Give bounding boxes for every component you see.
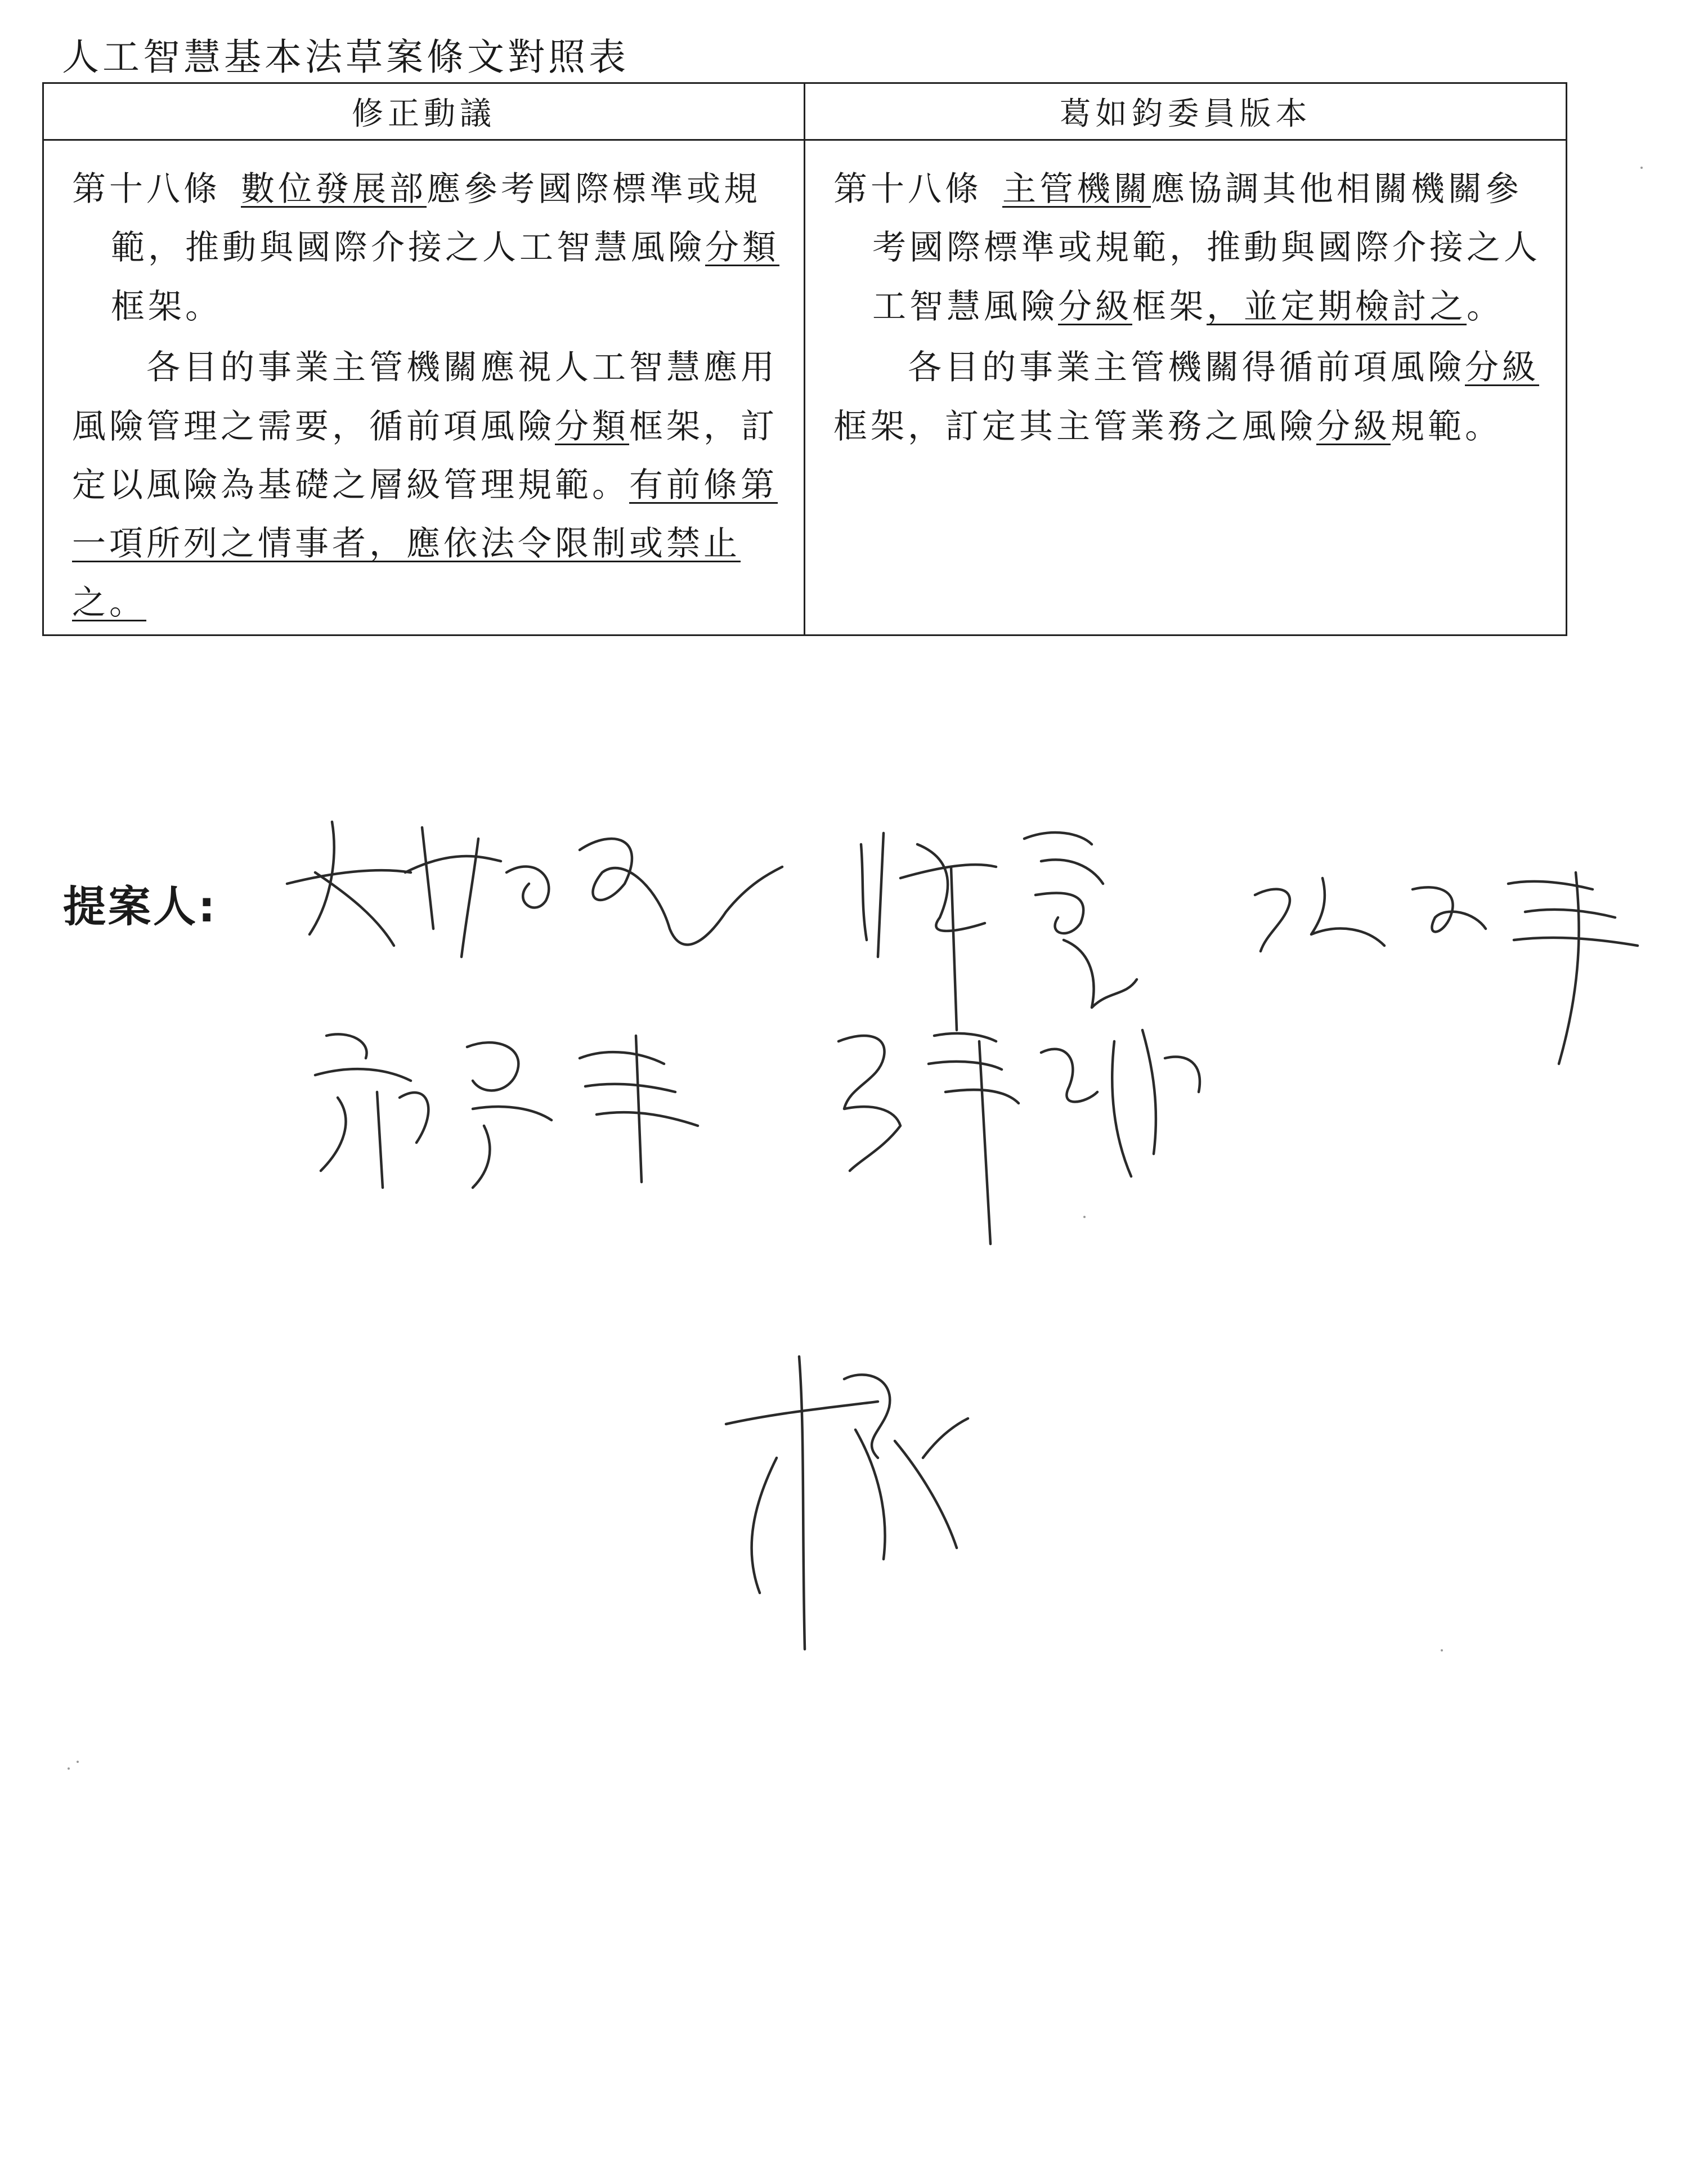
handwritten-signature (709, 1345, 968, 1660)
underlined-text: 分級 (1465, 348, 1539, 388)
article-paragraph-1 (833, 160, 1549, 336)
proposer-label: 提案人: (63, 881, 218, 932)
underlined-text: 數位發展部 (241, 169, 427, 209)
cell-amendment-motion (43, 140, 805, 635)
article-text: 各目的事業主管機關得循前項風險 (908, 348, 1465, 388)
underlined-text: 有前條第一項所列之情事者，應依法令限制或禁止之。 (72, 465, 778, 623)
handwritten-signature (816, 1008, 1210, 1244)
handwritten-signature (1244, 861, 1649, 1075)
underlined-text: 分類 (705, 228, 779, 268)
handwritten-signature (855, 811, 1171, 1036)
underlined-text: 主管機關 (1002, 169, 1151, 209)
article-text: 框架。 (111, 287, 222, 326)
article-number: 第十八條 (72, 169, 221, 209)
article-text: 應協調其他相關機關參考國際標準或規範，推動與國際介接之人工智慧風險 (872, 169, 1541, 326)
handwritten-signature (304, 1013, 709, 1193)
cell-member-version (805, 140, 1567, 635)
handwritten-signature (265, 788, 782, 968)
table-header-row (43, 83, 1567, 140)
article-paragraph-2 (833, 338, 1549, 456)
underlined-text: 分類 (555, 406, 629, 446)
scan-speck (1441, 1649, 1443, 1651)
article-number: 第十八條 (833, 169, 982, 209)
article-paragraph-1 (72, 160, 787, 336)
article-text: 。 (1467, 287, 1504, 326)
article-text: 框架 (1132, 287, 1207, 326)
document-title: 人工智慧基本法草案條文對照表 (62, 35, 629, 79)
article-text: 框架，訂定以風險為基礎之層級管理規範。 (72, 406, 778, 505)
underlined-text: 分級 (1316, 406, 1391, 446)
header-amendment-motion: 修正動議 (43, 83, 805, 140)
article-text: 各目的事業主管機關應視人工智慧應用風險管理之需要，循前項風險 (72, 348, 778, 446)
table-body-row (43, 140, 1567, 635)
scan-speck (1640, 167, 1643, 169)
underlined-text: ，並定期檢討之 (1207, 287, 1467, 326)
article-text: 應參考國際標準或規範，推動與國際介接之人工智慧風險 (111, 169, 761, 268)
article-text: 框架，訂定其主管業務之風險 (833, 406, 1316, 446)
scan-speck (1083, 1216, 1086, 1218)
article-text: 規範。 (1391, 406, 1502, 446)
article-paragraph-2 (72, 338, 787, 632)
underlined-text: 分級 (1058, 287, 1132, 326)
header-member-version: 葛如鈞委員版本 (805, 83, 1567, 140)
comparison-table (42, 82, 1567, 636)
scan-speck (77, 1761, 79, 1763)
scan-speck (68, 1767, 70, 1770)
